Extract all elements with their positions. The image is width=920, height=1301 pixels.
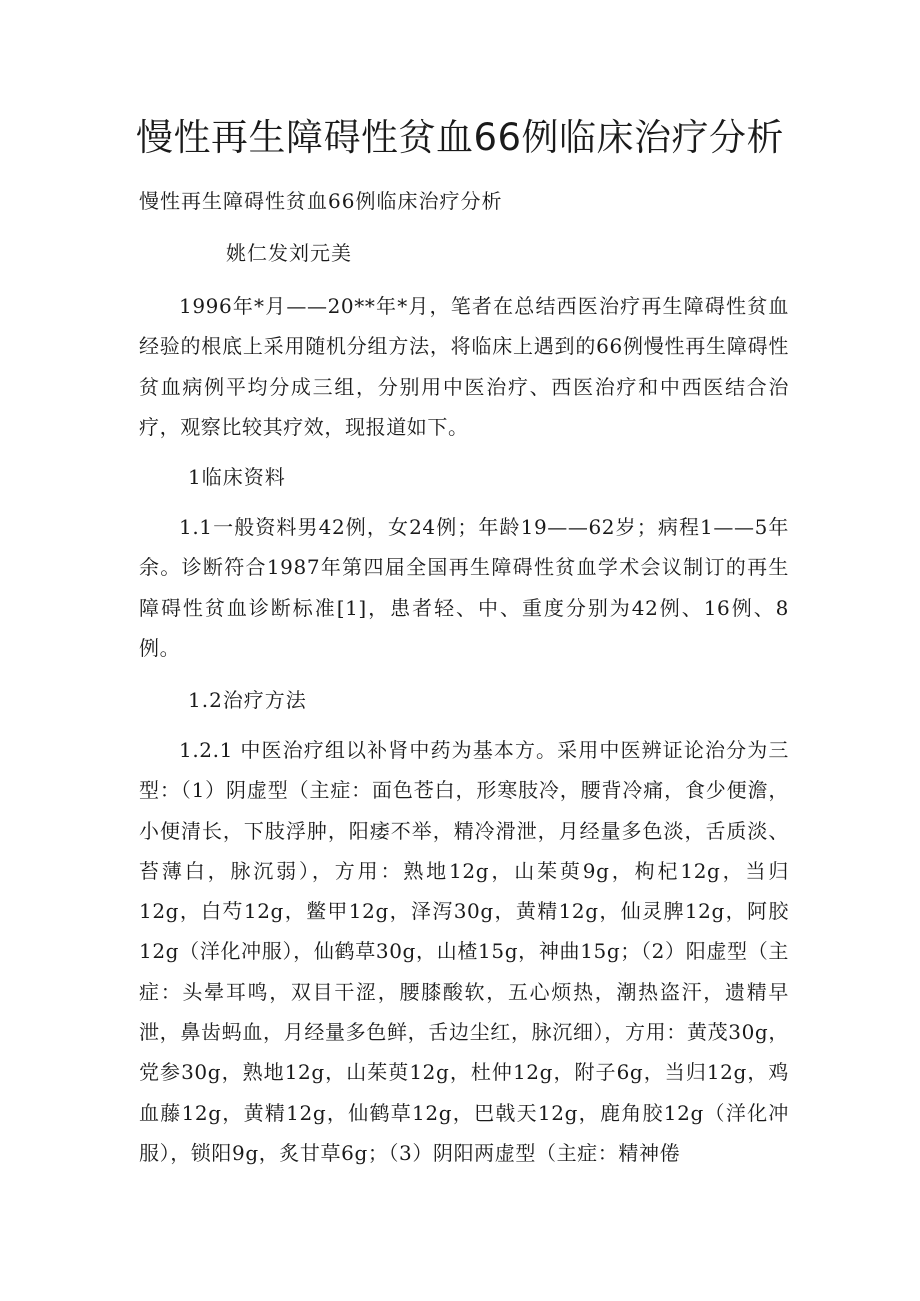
intro-paragraph: 1996年*月——20**年*月，笔者在总结西医治疗再生障碍性贫血经验的根底上采用随机分组方法，将临床上遇到的66例慢性再生障碍性贫血病例平均分成三组，分别用中医治疗、西医治疗和中西医结合治疗，观察比较其疗效，现报道如下。 <box>139 294 789 439</box>
document-authors: 姚仁发刘元美 <box>226 241 352 265</box>
paragraph-general-data: 1.1一般资料男42例，女24例；年龄19——62岁；病程1——5年余。诊断符合1987年第四届全国再生障碍性贫血学术会议制订的再生障碍性贫血诊断标准[1]，患者轻、中、重度分别为42例、16例、8例。 <box>139 515 789 660</box>
document-title: 慢性再生障碍性贫血66例临床治疗分析 <box>135 116 785 159</box>
paragraph-tcm-treatment: 1.2.1 中医治疗组以补肾中药为基本方。采用中医辨证论治分为三型：（1）阴虚型（主症：面色苍白，形寒肢冷，腰背冷痛，食少便澹，小便清长，下肢浮肿，阳痿不举，精冷滑泄，月经量多色淡，舌质淡、苔薄白，脉沉弱），方用：熟地12g，山茱萸9g，枸杞12g，当归12g，白芍12g，鳖甲12g，泽泻30g，黄精12g，仙灵脾12g，阿胶12g（洋化冲服），仙鹤草30g，山楂15g，神曲15g；（2）阳虚型（主症：头晕耳鸣，双目干涩，腰膝酸软，五心烦热，潮热盗汗，遗精早泄，鼻齿蚂血，月经量多色鲜，舌边尘红，脉沉细），方用：黄茂30g，党参30g，熟地12g，山茱萸12g，杜仲12g，附子6g，当归12g，鸡血藤12g，黄精12g，仙鹤草12g，巴戟天12g，鹿角胶12g（洋化冲服），锁阳9g，炙甘草6g；（3）阴阳两虚型（主症：精神倦 <box>139 738 789 1165</box>
section-heading-clinical-data: 1临床资料 <box>188 465 286 489</box>
document-subtitle: 慢性再生障碍性贫血66例临床治疗分析 <box>139 189 503 213</box>
section-heading-treatment-method: 1.2治疗方法 <box>188 688 307 712</box>
